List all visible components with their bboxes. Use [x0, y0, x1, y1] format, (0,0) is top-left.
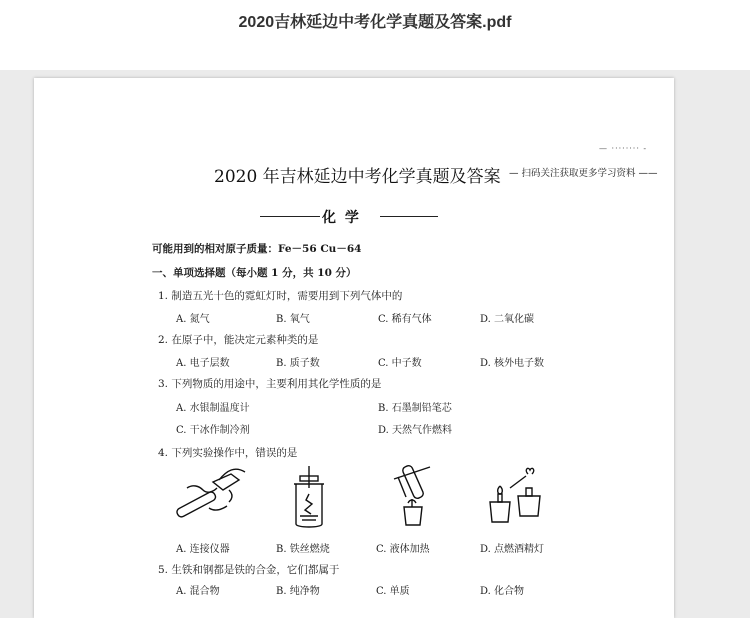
alcohol-lamp-icon	[484, 466, 548, 532]
document-title: 2020吉林延边中考化学真题及答案.pdf	[238, 14, 512, 31]
q5-option-b: B. 纯净物	[276, 586, 320, 597]
q2-option-b: B. 质子数	[276, 358, 320, 369]
question-3: 3. 下列物质的用途中，主要利用其化学性质的是	[158, 378, 382, 390]
q4-option-b: B. 铁丝燃烧	[276, 544, 330, 555]
q2-option-c: C. 中子数	[378, 358, 422, 369]
liquid-heating-icon	[386, 463, 440, 531]
q1-option-a: A. 氮气	[176, 314, 210, 325]
exam-heading: 2020 年吉林延边中考化学真题及答案	[214, 167, 501, 187]
corner-mark: — ········ -	[599, 144, 648, 153]
subject-rule-left	[260, 216, 320, 217]
viewer-title-bar	[0, 0, 750, 70]
q1-option-d: D. 二氧化碳	[480, 314, 535, 325]
q5-option-d: D. 化合物	[480, 586, 525, 597]
watermark-text: — 扫码关注获取更多学习资料 ——	[509, 168, 658, 179]
question-4: 4. 下列实验操作中，错误的是	[158, 447, 298, 459]
q3-option-b: B. 石墨制铅笔芯	[378, 403, 452, 414]
q1-option-b: B. 氧气	[276, 314, 310, 325]
q3-option-d: D. 天然气作燃料	[378, 425, 453, 436]
question-2: 2. 在原子中，能决定元素种类的是	[158, 334, 319, 346]
pdf-page[interactable]	[34, 78, 674, 618]
question-5: 5. 生铁和钢都是铁的合金，它们都属于	[158, 564, 340, 576]
q2-option-d: D. 核外电子数	[480, 358, 545, 369]
q5-option-a: A. 混合物	[176, 586, 220, 597]
q5-option-c: C. 单质	[376, 586, 410, 597]
q3-option-a: A. 水银制温度计	[176, 403, 250, 414]
question-1: 1. 制造五光十色的霓虹灯时，需要用到下列气体中的	[158, 290, 403, 302]
q4-option-a: A. 连接仪器	[176, 544, 230, 555]
q2-option-a: A. 电子层数	[176, 358, 230, 369]
subject-title: 化 学	[322, 210, 361, 226]
iron-wire-combustion-icon	[284, 466, 334, 532]
q1-option-c: C. 稀有气体	[378, 314, 432, 325]
connecting-apparatus-icon	[169, 468, 251, 533]
atomic-masses: 可能用到的相对原子质量：Fe－56 Cu－64	[152, 243, 362, 255]
q4-option-d: D. 点燃酒精灯	[480, 544, 545, 555]
subject-rule-right	[380, 216, 438, 217]
section-heading: 一、单项选择题（每小题 1 分，共 10 分）	[152, 267, 357, 279]
page-content	[34, 78, 674, 618]
q3-option-c: C. 干冰作制冷剂	[176, 425, 250, 436]
q4-option-c: C. 液体加热	[376, 544, 430, 555]
